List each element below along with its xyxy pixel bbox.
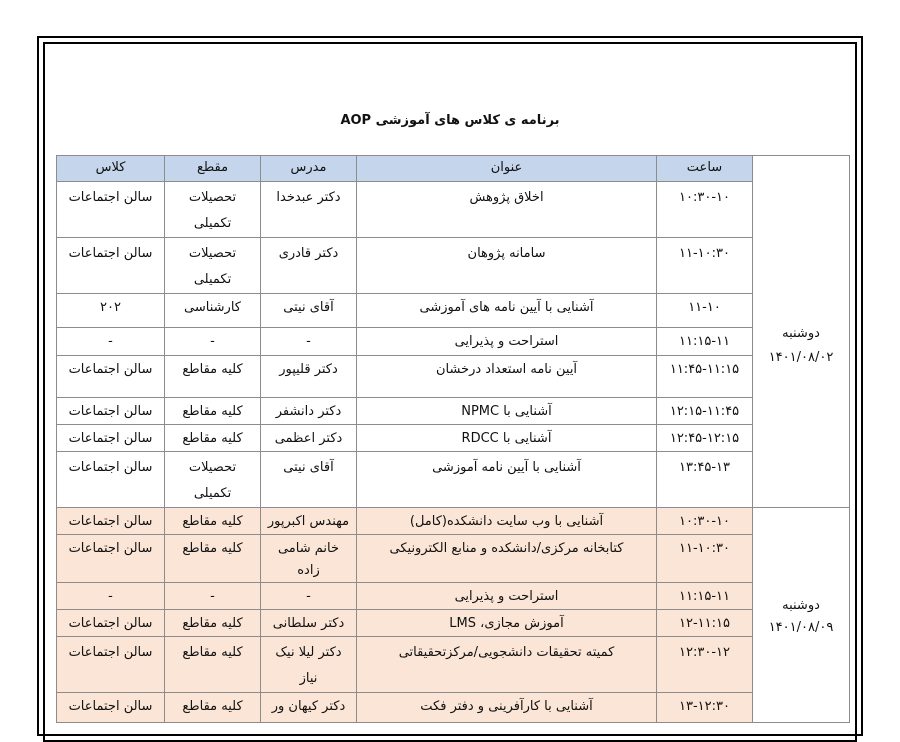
teacher-cell: دکتر لیلا نیک نیاز [261, 637, 357, 693]
day-date: ۱۴۰۱/۰۸/۰۲ [768, 349, 834, 365]
time-cell: ۱۱-۱۰:۳۰ [657, 535, 753, 583]
time-cell: ۱۲:۴۵-۱۲:۱۵ [657, 425, 753, 452]
subject-cell: آشنایی با آیین نامه های آموزشی [357, 294, 657, 328]
level-cell: کلیه مقاطع [165, 508, 261, 535]
day-name: دوشنبه [782, 597, 820, 613]
room-cell: سالن اجتماعات [57, 693, 165, 723]
teacher-cell: مهندس اکبرپور [261, 508, 357, 535]
time-cell: ۱۳:۴۵-۱۳ [657, 452, 753, 508]
day-name: دوشنبه [782, 325, 820, 341]
header-teacher: مدرس [261, 156, 357, 182]
time-cell: ۱۱:۴۵-۱۱:۱۵ [657, 356, 753, 398]
level-cell: کلیه مقاطع [165, 637, 261, 693]
teacher-cell: دکتر عبدخدا [261, 182, 357, 238]
teacher-cell: دکتر دانشفر [261, 398, 357, 425]
level-cell: کلیه مقاطع [165, 356, 261, 398]
table-row [57, 328, 850, 356]
time-cell: ۱۰:۳۰-۱۰ [657, 508, 753, 535]
subject-cell: اخلاق پژوهش [357, 182, 657, 238]
table-row [57, 398, 850, 425]
teacher-cell: خانم شامی زاده [261, 535, 357, 583]
subject-cell: آشنایی با RDCC [357, 425, 657, 452]
day-date: ۱۴۰۱/۰۸/۰۹ [768, 619, 834, 635]
room-cell: سالن اجتماعات [57, 238, 165, 294]
table-row [57, 535, 850, 583]
subject-cell: استراحت و پذیرایی [357, 583, 657, 610]
table-header-row [57, 156, 850, 182]
room-cell: سالن اجتماعات [57, 508, 165, 535]
teacher-cell: دکتر قلیپور [261, 356, 357, 398]
subject-cell: سامانه پژوهان [357, 238, 657, 294]
teacher-cell: - [261, 328, 357, 356]
subject-cell: آشنایی با NPMC [357, 398, 657, 425]
teacher-cell: دکتر سلطانی [261, 610, 357, 637]
room-cell: سالن اجتماعات [57, 535, 165, 583]
teacher-cell: آقای نیتی [261, 294, 357, 328]
subject-cell: آموزش مجازی، LMS [357, 610, 657, 637]
table-row [57, 610, 850, 637]
schedule-table [56, 155, 850, 723]
header-day-cell [753, 156, 850, 182]
room-cell: - [57, 583, 165, 610]
subject-cell: آیین نامه استعداد درخشان [357, 356, 657, 398]
table-row [57, 294, 850, 328]
table-row [57, 583, 850, 610]
teacher-cell: آقای نیتی [261, 452, 357, 508]
room-cell: سالن اجتماعات [57, 610, 165, 637]
subject-cell: استراحت و پذیرایی [357, 328, 657, 356]
level-cell: - [165, 583, 261, 610]
table-row [57, 238, 850, 294]
level-cell: تحصیلات تکمیلی [165, 182, 261, 238]
subject-cell: آشنایی با وب سایت دانشکده(کامل) [357, 508, 657, 535]
time-cell: ۱۲-۱۱:۱۵ [657, 610, 753, 637]
subject-cell: کتابخانه مرکزی/دانشکده و منابع الکترونیکی [357, 535, 657, 583]
level-cell: کارشناسی [165, 294, 261, 328]
room-cell: سالن اجتماعات [57, 182, 165, 238]
time-cell: ۱۱:۱۵-۱۱ [657, 583, 753, 610]
day-cell-2 [753, 508, 850, 723]
level-cell: کلیه مقاطع [165, 535, 261, 583]
header-subject: عنوان [357, 156, 657, 182]
header-room: کلاس [57, 156, 165, 182]
header-level: مقطع [165, 156, 261, 182]
table-row [57, 693, 850, 723]
room-cell: سالن اجتماعات [57, 452, 165, 508]
teacher-cell: دکتر اعظمی [261, 425, 357, 452]
room-cell: - [57, 328, 165, 356]
header-time: ساعت [657, 156, 753, 182]
time-cell: ۱۱:۱۵-۱۱ [657, 328, 753, 356]
room-cell: سالن اجتماعات [57, 398, 165, 425]
room-cell: سالن اجتماعات [57, 425, 165, 452]
level-cell: کلیه مقاطع [165, 693, 261, 723]
table-row [57, 182, 850, 238]
room-cell: سالن اجتماعات [57, 356, 165, 398]
teacher-cell: دکتر قادری [261, 238, 357, 294]
subject-cell: آشنایی با آیین نامه آموزشی [357, 452, 657, 508]
room-cell: ۲۰۲ [57, 294, 165, 328]
time-cell: ۱۲:۳۰-۱۲ [657, 637, 753, 693]
level-cell: - [165, 328, 261, 356]
level-cell: تحصیلات تکمیلی [165, 452, 261, 508]
table-row [57, 637, 850, 693]
time-cell: ۱۰:۳۰-۱۰ [657, 182, 753, 238]
level-cell: تحصیلات تکمیلی [165, 238, 261, 294]
teacher-cell: دکتر کیهان ور [261, 693, 357, 723]
time-cell: ۱۳-۱۲:۳۰ [657, 693, 753, 723]
table-row [57, 425, 850, 452]
table-row [57, 356, 850, 398]
level-cell: کلیه مقاطع [165, 425, 261, 452]
table-row [57, 452, 850, 508]
teacher-cell: - [261, 583, 357, 610]
table-row [57, 508, 850, 535]
page-title: برنامه ی کلاس های آموزشی AOP [340, 113, 560, 128]
room-cell: سالن اجتماعات [57, 637, 165, 693]
level-cell: کلیه مقاطع [165, 398, 261, 425]
time-cell: ۱۱-۱۰ [657, 294, 753, 328]
subject-cell: کمیته تحقیقات دانشجویی/مرکزتحقیقاتی [357, 637, 657, 693]
level-cell: کلیه مقاطع [165, 610, 261, 637]
time-cell: ۱۲:۱۵-۱۱:۴۵ [657, 398, 753, 425]
time-cell: ۱۱-۱۰:۳۰ [657, 238, 753, 294]
subject-cell: آشنایی با کارآفرینی و دفتر فکت [357, 693, 657, 723]
day-cell-1 [753, 182, 850, 508]
